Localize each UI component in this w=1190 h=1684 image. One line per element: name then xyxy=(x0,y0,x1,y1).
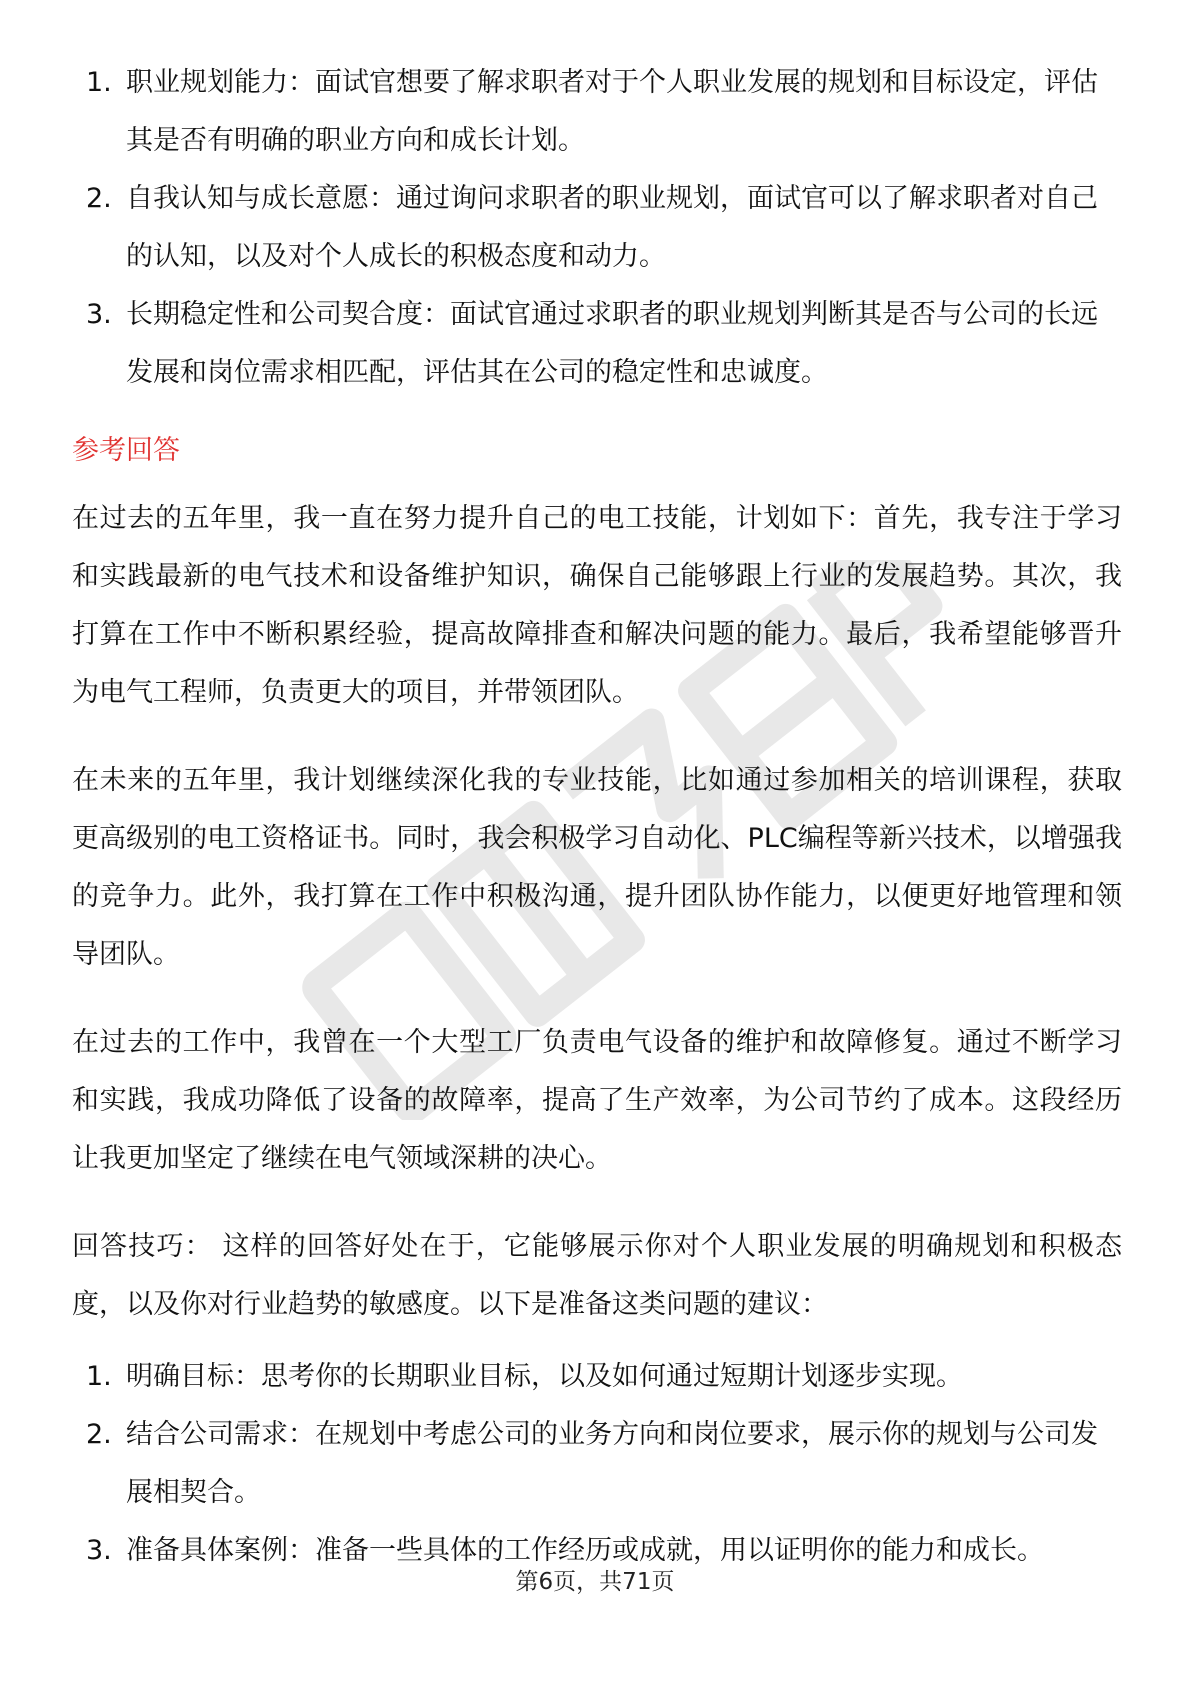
list-item xyxy=(72,286,1122,402)
list-item-text: 结合公司需求：在规划中考虑公司的业务方向和岗位要求，展示你的规划与公司发展相契合。 xyxy=(126,1419,1098,1508)
answer-paragraph-3: 在过去的工作中，我曾在一个大型工厂负责电气设备的维护和故障修复。通过不断学习和实践，我成功降低了设备的故障率，提高了生产效率，为公司节约了成本。这段经历让我更加坚定了继续在电气领域深耕的决心。 xyxy=(72,1027,1122,1174)
list-item-text: 明确目标：思考你的长期职业目标，以及如何通过短期计划逐步实现。 xyxy=(126,1361,963,1392)
list-number: 2. xyxy=(86,1419,112,1450)
page-footer: 第6页，共71页 xyxy=(515,1569,675,1595)
list-item xyxy=(72,54,1122,170)
list-number: 2. xyxy=(86,183,112,214)
tips-list xyxy=(72,1348,1122,1580)
list-item-text: 准备具体案例：准备一些具体的工作经历或成就，用以证明你的能力和成长。 xyxy=(126,1535,1044,1566)
list-item xyxy=(72,1348,1122,1406)
list-item-text: 职业规划能力：面试官想要了解求职者对于个人职业发展的规划和目标设定，评估其是否有明确的职业方向和成长计划。 xyxy=(126,67,1098,156)
list-number: 1. xyxy=(86,1361,112,1392)
list-item xyxy=(72,1406,1122,1522)
list-number: 3. xyxy=(86,299,112,330)
list-item-text: 自我认知与成长意愿：通过询问求职者的职业规划，面试官可以了解求职者对自己的认知，以及对个人成长的积极态度和动力。 xyxy=(126,183,1098,272)
list-item xyxy=(72,170,1122,286)
list-number: 1. xyxy=(86,67,112,98)
tips-paragraph: 回答技巧： 这样的回答好处在于，它能够展示你对个人职业发展的明确规划和积极态度，以及你对行业趋势的敏感度。以下是准备这类问题的建议： xyxy=(72,1231,1122,1320)
list-number: 3. xyxy=(86,1535,112,1566)
answer-paragraph-2: 在未来的五年里，我计划继续深化我的专业技能，比如通过参加相关的培训课程，获取更高级别的电工资格证书。同时，我会积极学习自动化、PLC编程等新兴技术，以增强我的竞争力。此外，我打算在工作中积极沟通，提升团队协作能力，以便更好地管理和领导团队。 xyxy=(72,765,1122,970)
intro-list xyxy=(72,54,1122,402)
list-item-text: 长期稳定性和公司契合度：面试官通过求职者的职业规划判断其是否与公司的长远发展和岗位需求相匹配，评估其在公司的稳定性和忠诚度。 xyxy=(126,299,1098,388)
document-page xyxy=(72,54,1122,1580)
section-title: 参考回答 xyxy=(72,435,180,466)
answer-paragraph-1: 在过去的五年里，我一直在努力提升自己的电工技能，计划如下：首先，我专注于学习和实践最新的电气技术和设备维护知识，确保自己能够跟上行业的发展趋势。其次，我打算在工作中不断积累经验，提高故障排查和解决问题的能力。最后，我希望能够晋升为电气工程师，负责更大的项目，并带领团队。 xyxy=(72,503,1122,708)
